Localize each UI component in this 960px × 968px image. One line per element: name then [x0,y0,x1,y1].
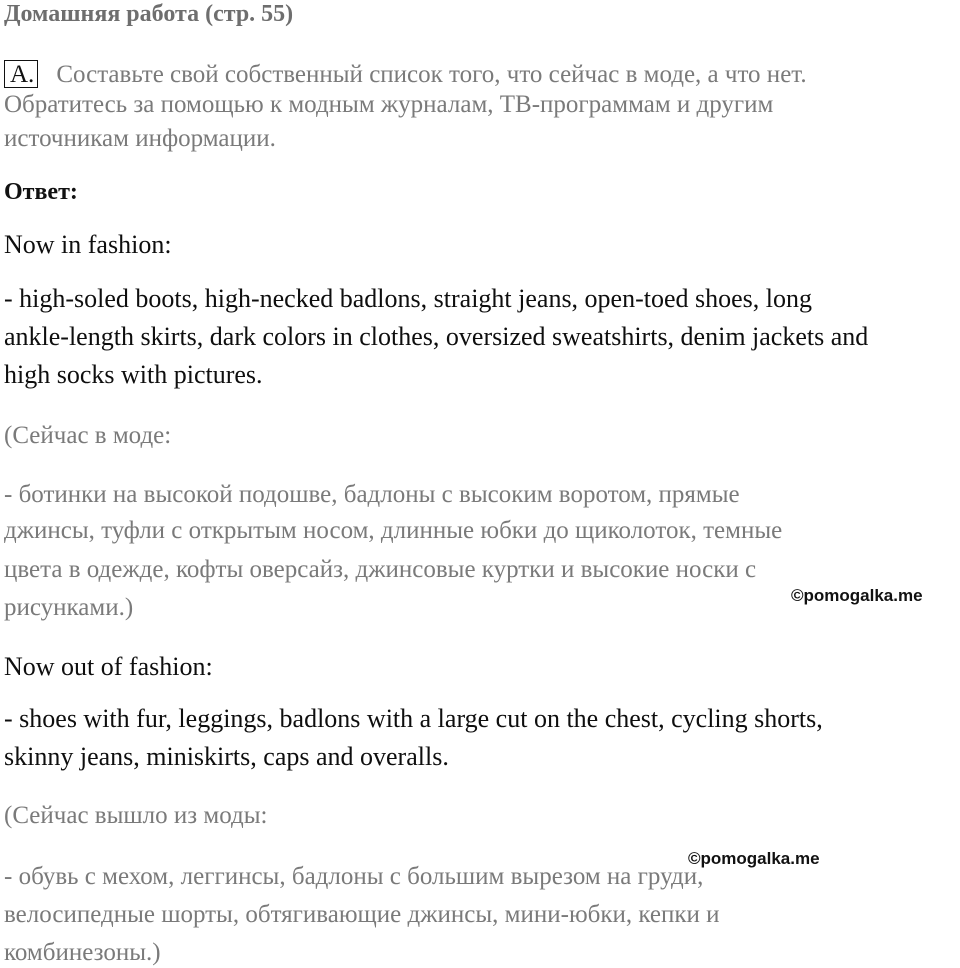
page-title: Домашняя работа (стр. 55) [4,1,294,27]
task-line-1 [4,60,807,88]
in-fashion-translation-line-2: джинсы, туфли с открытым носом, длинные юбки до щиколоток, темные [4,517,783,544]
out-fashion-translation-line-1: - обувь с мехом, леггинсы, бадлоны с большим вырезом на груди, [4,863,704,890]
in-fashion-heading: Now in fashion: [4,230,172,259]
task-line-2: Обратитесь за помощью к модным журналам, ТВ-программам и другим [4,91,774,118]
out-fashion-line-1: - shoes with fur, leggings, badlons with a large cut on the chest, cycling shorts, [4,704,823,733]
out-fashion-translation-line-2: велосипедные шорты, обтягивающие джинсы, мини-юбки, кепки и [4,901,720,928]
watermark: ©pomogalka.me [688,849,820,868]
in-fashion-translation-line-1: - ботинки на высокой подошве, бадлоны с высоким воротом, прямые [4,481,740,508]
in-fashion-translation-line-4: рисунками.) [4,594,134,621]
out-fashion-heading: Now out of fashion: [4,652,213,681]
in-fashion-line-3: high socks with pictures. [4,360,263,389]
in-fashion-line-2: ankle-length skirts, dark colors in clothes, oversized sweatshirts, denim jackets and [4,322,869,351]
answer-label: Ответ: [4,179,78,205]
in-fashion-translation-heading: (Сейчас в моде: [4,422,172,449]
task-line-3: источникам информации. [4,125,276,152]
out-fashion-line-2: skinny jeans, miniskirts, caps and overalls. [4,742,449,771]
task-label: A. [4,60,38,88]
out-fashion-translation-line-3: комбинезоны.) [4,939,161,966]
out-fashion-translation-heading: (Сейчас вышло из моды: [4,802,268,829]
in-fashion-translation-line-3: цвета в одежде, кофты оверсайз, джинсовые куртки и высокие носки с [4,556,757,583]
in-fashion-line-1: - high-soled boots, high-necked badlons, straight jeans, open-toed shoes, long [4,284,813,313]
watermark: ©pomogalka.me [791,586,923,605]
task-text-1: Составьте свой собственный список того, что сейчас в моде, а что нет. [56,61,807,88]
